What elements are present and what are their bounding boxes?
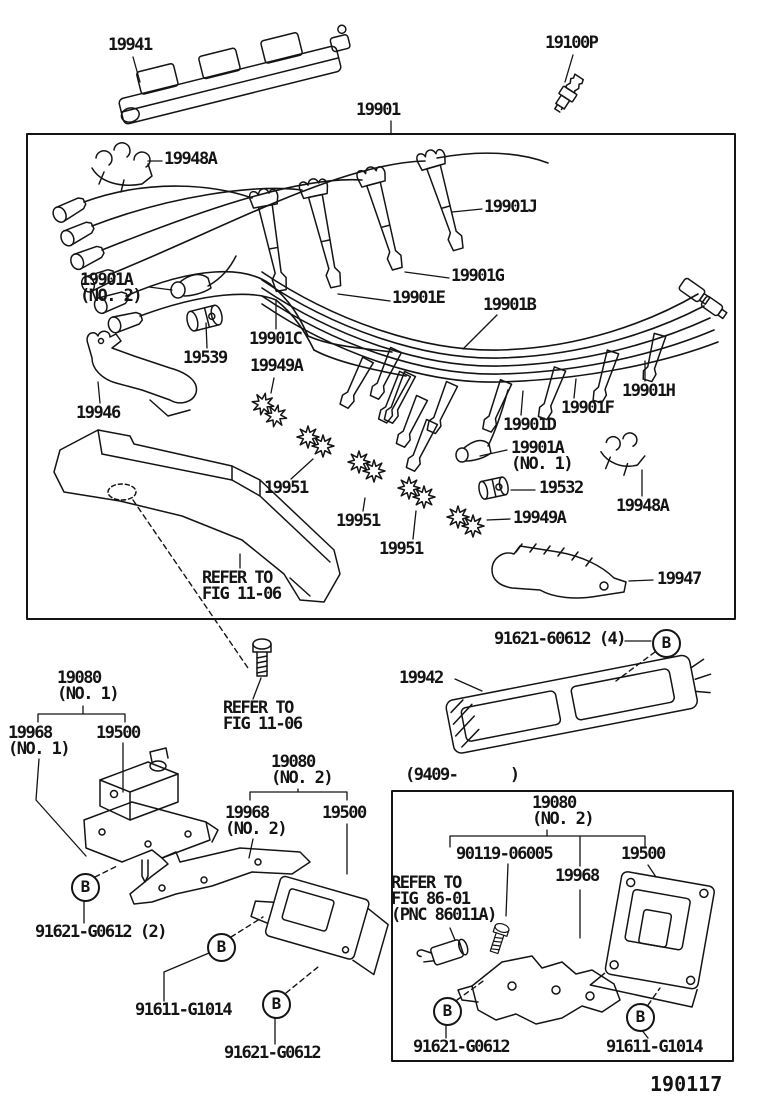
part-label-19901: 19901	[356, 100, 400, 120]
bolt-callout-letter: B	[216, 937, 227, 956]
bolt-callout-b	[626, 1003, 655, 1032]
bolt-callout-letter: B	[661, 633, 672, 652]
part-label-19500-b: 19500	[322, 803, 366, 823]
bolt-drawing	[487, 922, 510, 955]
bolt-drawing	[253, 639, 271, 676]
part-label-line: 19968	[8, 723, 52, 743]
lower-harness-bundle-drawing	[262, 272, 718, 382]
part-label-19901F: 19901F	[561, 398, 614, 418]
note-model-range-9409: (9409- )	[405, 765, 519, 785]
figure-number: 190117	[650, 1072, 723, 1096]
note-line: REFER TO	[202, 568, 272, 588]
part-label-line: 19901A	[511, 438, 564, 458]
part-label-line: 19901A	[80, 270, 133, 290]
part-label-line: 19080	[57, 668, 101, 688]
plug-wires-drawing	[84, 149, 548, 316]
harness-bracket-19947-drawing	[492, 544, 626, 598]
bolt-callout-letter: B	[442, 1001, 453, 1020]
bolt-callout-b	[652, 629, 681, 658]
part-label-19901H: 19901H	[622, 381, 675, 401]
part-label-19951-1: 19951	[264, 478, 308, 498]
resistor-drawing	[477, 476, 509, 500]
part-label-19500-a: 19500	[96, 723, 140, 743]
wire-clip-drawing	[248, 391, 291, 429]
bolt-callout-letter: B	[635, 1007, 646, 1026]
part-label-19532: 19532	[539, 478, 583, 498]
part-label-line: (NO. 1)	[57, 684, 119, 704]
note-line: (PNC 86011A)	[391, 905, 496, 925]
part-label-19901C: 19901C	[249, 329, 302, 349]
part-label-19500-c: 19500	[621, 844, 665, 864]
part-label-19901D: 19901D	[503, 415, 556, 435]
leader-lines	[36, 55, 656, 1044]
part-label-91621-G0612-a: 91621-G0612	[224, 1043, 321, 1063]
part-label-19947: 19947	[657, 569, 701, 589]
part-label-90119-06005: 90119-06005	[456, 844, 553, 864]
wire-clamp-drawing	[92, 143, 152, 192]
part-label-19901G: 19901G	[451, 266, 504, 286]
part-label-19080-no2-left	[271, 754, 332, 786]
part-label-19968-no2	[225, 805, 286, 837]
note-line: REFER TO	[223, 698, 293, 718]
part-label-19901E: 19901E	[392, 288, 445, 308]
part-label-line: 19080	[271, 752, 315, 772]
part-label-91621-G0612-qty2: 91621-G0612 (2)	[35, 922, 167, 942]
grommet-drawing	[185, 304, 224, 332]
ignition-coil-no1-drawing	[84, 748, 218, 882]
dashed-leader-lines	[95, 500, 660, 1005]
note-refer-fig-86-01	[391, 875, 496, 923]
note-line: FIG 11-06	[223, 714, 302, 734]
harness-connectors-drawing	[678, 277, 728, 320]
wire-clamp-drawing	[598, 429, 648, 477]
part-label-91611-G1014-a: 91611-G1014	[135, 1000, 232, 1020]
bolt-callout-b	[71, 873, 100, 902]
bolt-callout-letter: B	[80, 877, 91, 896]
wire-clip-drawing	[348, 451, 385, 482]
spark-plug-drawing	[551, 73, 586, 115]
part-label-19942: 19942	[399, 668, 443, 688]
ignition-coil-late-drawing	[590, 869, 716, 1008]
bolt-callout-b	[433, 997, 462, 1026]
bolt-callout-b	[262, 990, 291, 1019]
part-label-19968-c: 19968	[555, 866, 599, 886]
part-label-19901A-no1	[511, 440, 572, 472]
part-label-19941: 19941	[108, 35, 152, 55]
part-label-line: (NO. 2)	[80, 286, 142, 306]
part-label-19968-no1	[8, 725, 69, 757]
note-line: FIG 86-01	[391, 889, 470, 909]
part-label-line: 19080	[532, 793, 576, 813]
ignition-coil-no2-drawing	[130, 848, 393, 975]
part-label-line: 19968	[225, 803, 269, 823]
part-label-19951-2: 19951	[336, 511, 380, 531]
part-label-line: (NO. 2)	[532, 809, 594, 829]
part-label-19946: 19946	[76, 403, 120, 423]
wire-clip-drawing	[398, 477, 435, 508]
part-label-19948A-top: 19948A	[164, 149, 217, 169]
elbow-boot-19901A-no1-drawing	[456, 390, 508, 462]
part-label-line: (NO. 2)	[271, 768, 333, 788]
part-label-19951-3: 19951	[379, 539, 423, 559]
plug-wire-boots-middle-drawing	[369, 347, 439, 472]
part-label-19949A-2: 19949A	[513, 508, 566, 528]
note-refer-fig-11-06-a	[202, 570, 281, 602]
part-label-19080-no2-right	[532, 795, 593, 827]
part-label-19901J: 19901J	[484, 197, 537, 217]
part-label-19080-no1	[57, 670, 118, 702]
note-refer-fig-11-06-b	[223, 700, 302, 732]
sensor-drawing	[416, 936, 469, 970]
part-label-19100P: 19100P	[545, 33, 598, 53]
coil-bracket-frame-drawing	[445, 651, 716, 755]
part-label-line: (NO. 1)	[511, 454, 573, 474]
part-label-19901B: 19901B	[483, 295, 536, 315]
note-line: FIG 11-06	[202, 584, 281, 604]
plug-wire-boots-19901J-drawing	[249, 146, 471, 293]
part-label-19949A-1: 19949A	[250, 356, 303, 376]
plug-wire-boots-left-drawing	[51, 194, 144, 334]
part-label-91621-G0612-b: 91621-G0612	[413, 1037, 510, 1057]
part-label-19948A-2: 19948A	[616, 496, 669, 516]
part-label-91611-G1014-b: 91611-G1014	[606, 1037, 703, 1057]
part-label-line: (NO. 1)	[8, 739, 70, 759]
wire-clip-drawing	[297, 426, 334, 457]
part-label-91621-60612: 91621-60612 (4)	[494, 629, 626, 649]
part-label-19901A-no2	[80, 272, 141, 304]
bolt-callout-b	[207, 933, 236, 962]
part-label-line: (NO. 2)	[225, 819, 287, 839]
coil-mount-bracket-drawing	[458, 956, 620, 1024]
wire-clip-drawing	[447, 506, 484, 537]
note-line: REFER TO	[391, 873, 461, 893]
bolt-callout-letter: B	[271, 994, 282, 1013]
part-label-19539: 19539	[183, 348, 227, 368]
elbow-boot-19901A-no2-drawing	[171, 256, 236, 298]
channel-bracket-drawing	[54, 430, 340, 602]
